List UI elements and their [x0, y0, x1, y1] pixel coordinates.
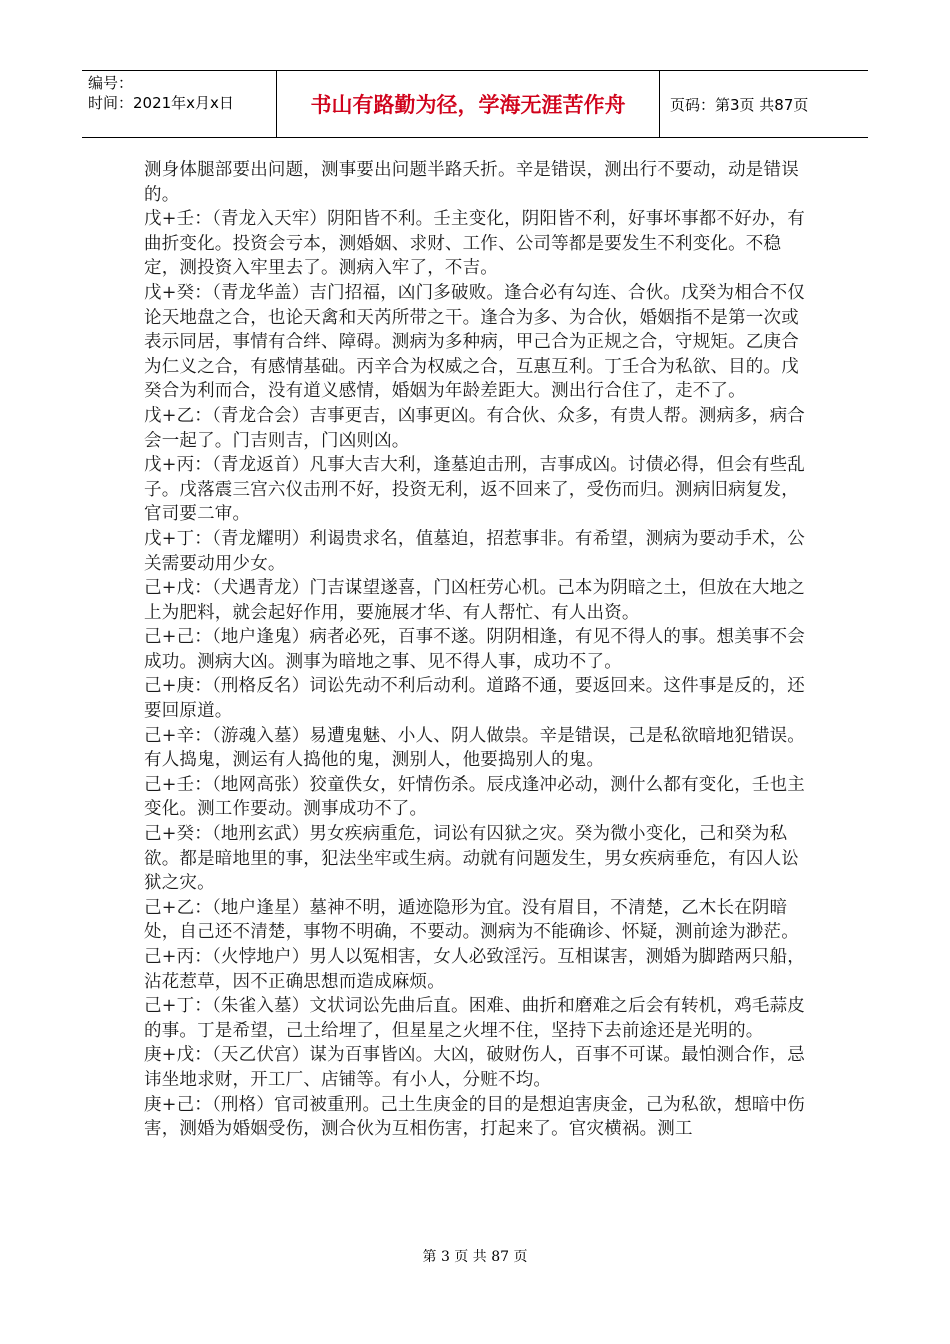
header-motto: 书山有路勤为径，学海无涯苦作舟	[276, 71, 660, 137]
body-paragraph: 己+癸：（地刑玄武）男女疾病重危，词讼有囚狱之灾。癸为微小变化，己和癸为私欲。都是暗地里的事，犯法坐牢或生病。动就有问题发生，男女疾病垂危，有囚人讼狱之灾。	[144, 824, 799, 894]
body-paragraph: 己+庚：（刑格反名）词讼先动不利后动利。道路不通，要返回来。这件事是反的，还要回原道。	[144, 676, 806, 722]
header-meta	[82, 71, 276, 137]
body-paragraph: 戊+乙：（青龙合会）吉事更吉，凶事更凶。有合伙、众多，有贵人帮。测病多，病合会一起了。门吉则吉，门凶则凶。	[144, 405, 806, 451]
body-paragraph: 己+戊：（犬遇青龙）门吉谋望遂喜，门凶枉劳心机。己本为阴暗之土，但放在大地之上为肥料，就会起好作用，要施展才华、有人帮忙、有人出资。	[144, 578, 806, 623]
body-paragraph: 己+丙：（火悖地户）男人以冤相害，女人必致淫污。互相谋害，测婚为脚踏两只船，沾花惹草，因不正确思想而造成麻烦。	[144, 947, 806, 992]
body-paragraph: 戊+丁：（青龙耀明）利谒贵求名，值墓迫，招惹事非。有希望，测病为要动手术，公关需要动用少女。	[144, 528, 806, 574]
page-header	[82, 70, 868, 138]
body-paragraph: 测身体腿部要出问题，测事要出问题半路夭折。辛是错误，测出行不要动，动是错误的。	[144, 160, 799, 205]
body-paragraph: 己+壬：（地网高张）狡童佚女，奸情伤杀。辰戌逢冲必动，测什么都有变化，壬也主变化。测工作要动。测事成功不了。	[144, 774, 806, 820]
body-paragraph: 己+丁：（朱雀入墓）文状词讼先曲后直。困难、曲折和磨难之后会有转机，鸡毛蒜皮的事。丁是希望，己土给埋了，但星星之火埋不住，坚持下去前途还是光明的。	[144, 996, 806, 1041]
document-body	[144, 158, 816, 1142]
header-page-number: 页码：第3页 共87页	[670, 95, 809, 114]
body-paragraph: 庚+戊：（天乙伏宫）谋为百事皆凶。大凶，破财伤人，百事不可谋。最怕测合作，忌讳坐地求财，开工厂、店铺等。有小人，分赃不均。	[144, 1045, 806, 1090]
page-footer: 第 3 页 共 87 页	[422, 1249, 528, 1265]
body-paragraph: 庚+己：（刑格）官司被重刑。己土生庚金的目的是想迫害庚金，己为私欲，想暗中伤害，测婚为婚姻受伤，测合伙为互相伤害，打起来了。官灾横祸。测工	[144, 1094, 806, 1140]
body-paragraph: 己+乙：（地户逢星）墓神不明，遁迹隐形为宜。没有眉目，不清楚，乙木长在阴暗处，自己还不清楚，事物不明确，不要动。测病为不能确诊、怀疑，测前途为渺茫。	[144, 897, 799, 943]
body-paragraph: 己+己：（地户逢鬼）病者必死，百事不遂。阴阴相逢，有见不得人的事。想美事不会成功。测病大凶。测事为暗地之事、见不得人事，成功不了。	[144, 627, 806, 672]
body-paragraph: 己+辛：（游魂入墓）易遭鬼魅、小人、阴人做祟。辛是错误，己是私欲暗地犯错误。有人捣鬼，测运有人捣他的鬼，测别人，他要捣别人的鬼。	[144, 725, 806, 771]
document-number-label: 编号：	[88, 74, 134, 92]
document-date-label: 时间：2021年x月x日	[88, 94, 234, 112]
body-paragraph: 戊+壬：（青龙入天牢）阴阳皆不利。壬主变化，阴阳皆不利，好事坏事都不好办，有曲折变化。投资会亏本，测婚姻、求财、工作、公司等都是要发生不利变化。不稳定，测投资入牢里去了。测病入牢了，不吉。	[144, 209, 806, 279]
body-paragraph: 戊+丙：（青龙返首）凡事大吉大利，逢墓迫击刑，吉事成凶。讨债必得，但会有些乱子。戊落震三宫六仪击刑不好，投资无利，返不回来了，受伤而归。测病旧病复发，官司要二审。	[144, 455, 806, 525]
body-paragraph: 戊+癸：（青龙华盖）吉门招福，凶门多破败。逢合必有勾连、合伙。戊癸为相合不仅论天地盘之合，也论天禽和天芮所带之干。逢合为多、为合伙，婚姻指不是第一次或表示同居，事情有合绊、障碍。测病为多种病，甲己合为正规之合，守规矩。乙庚合为仁义之合，有感情基础。丙辛合为权威之合，互惠互利。丁壬合为私欲、目的。戊癸合为利而合，没有道义感情，婚姻为年龄差距大。测出行合住了，走不了。	[144, 282, 806, 402]
